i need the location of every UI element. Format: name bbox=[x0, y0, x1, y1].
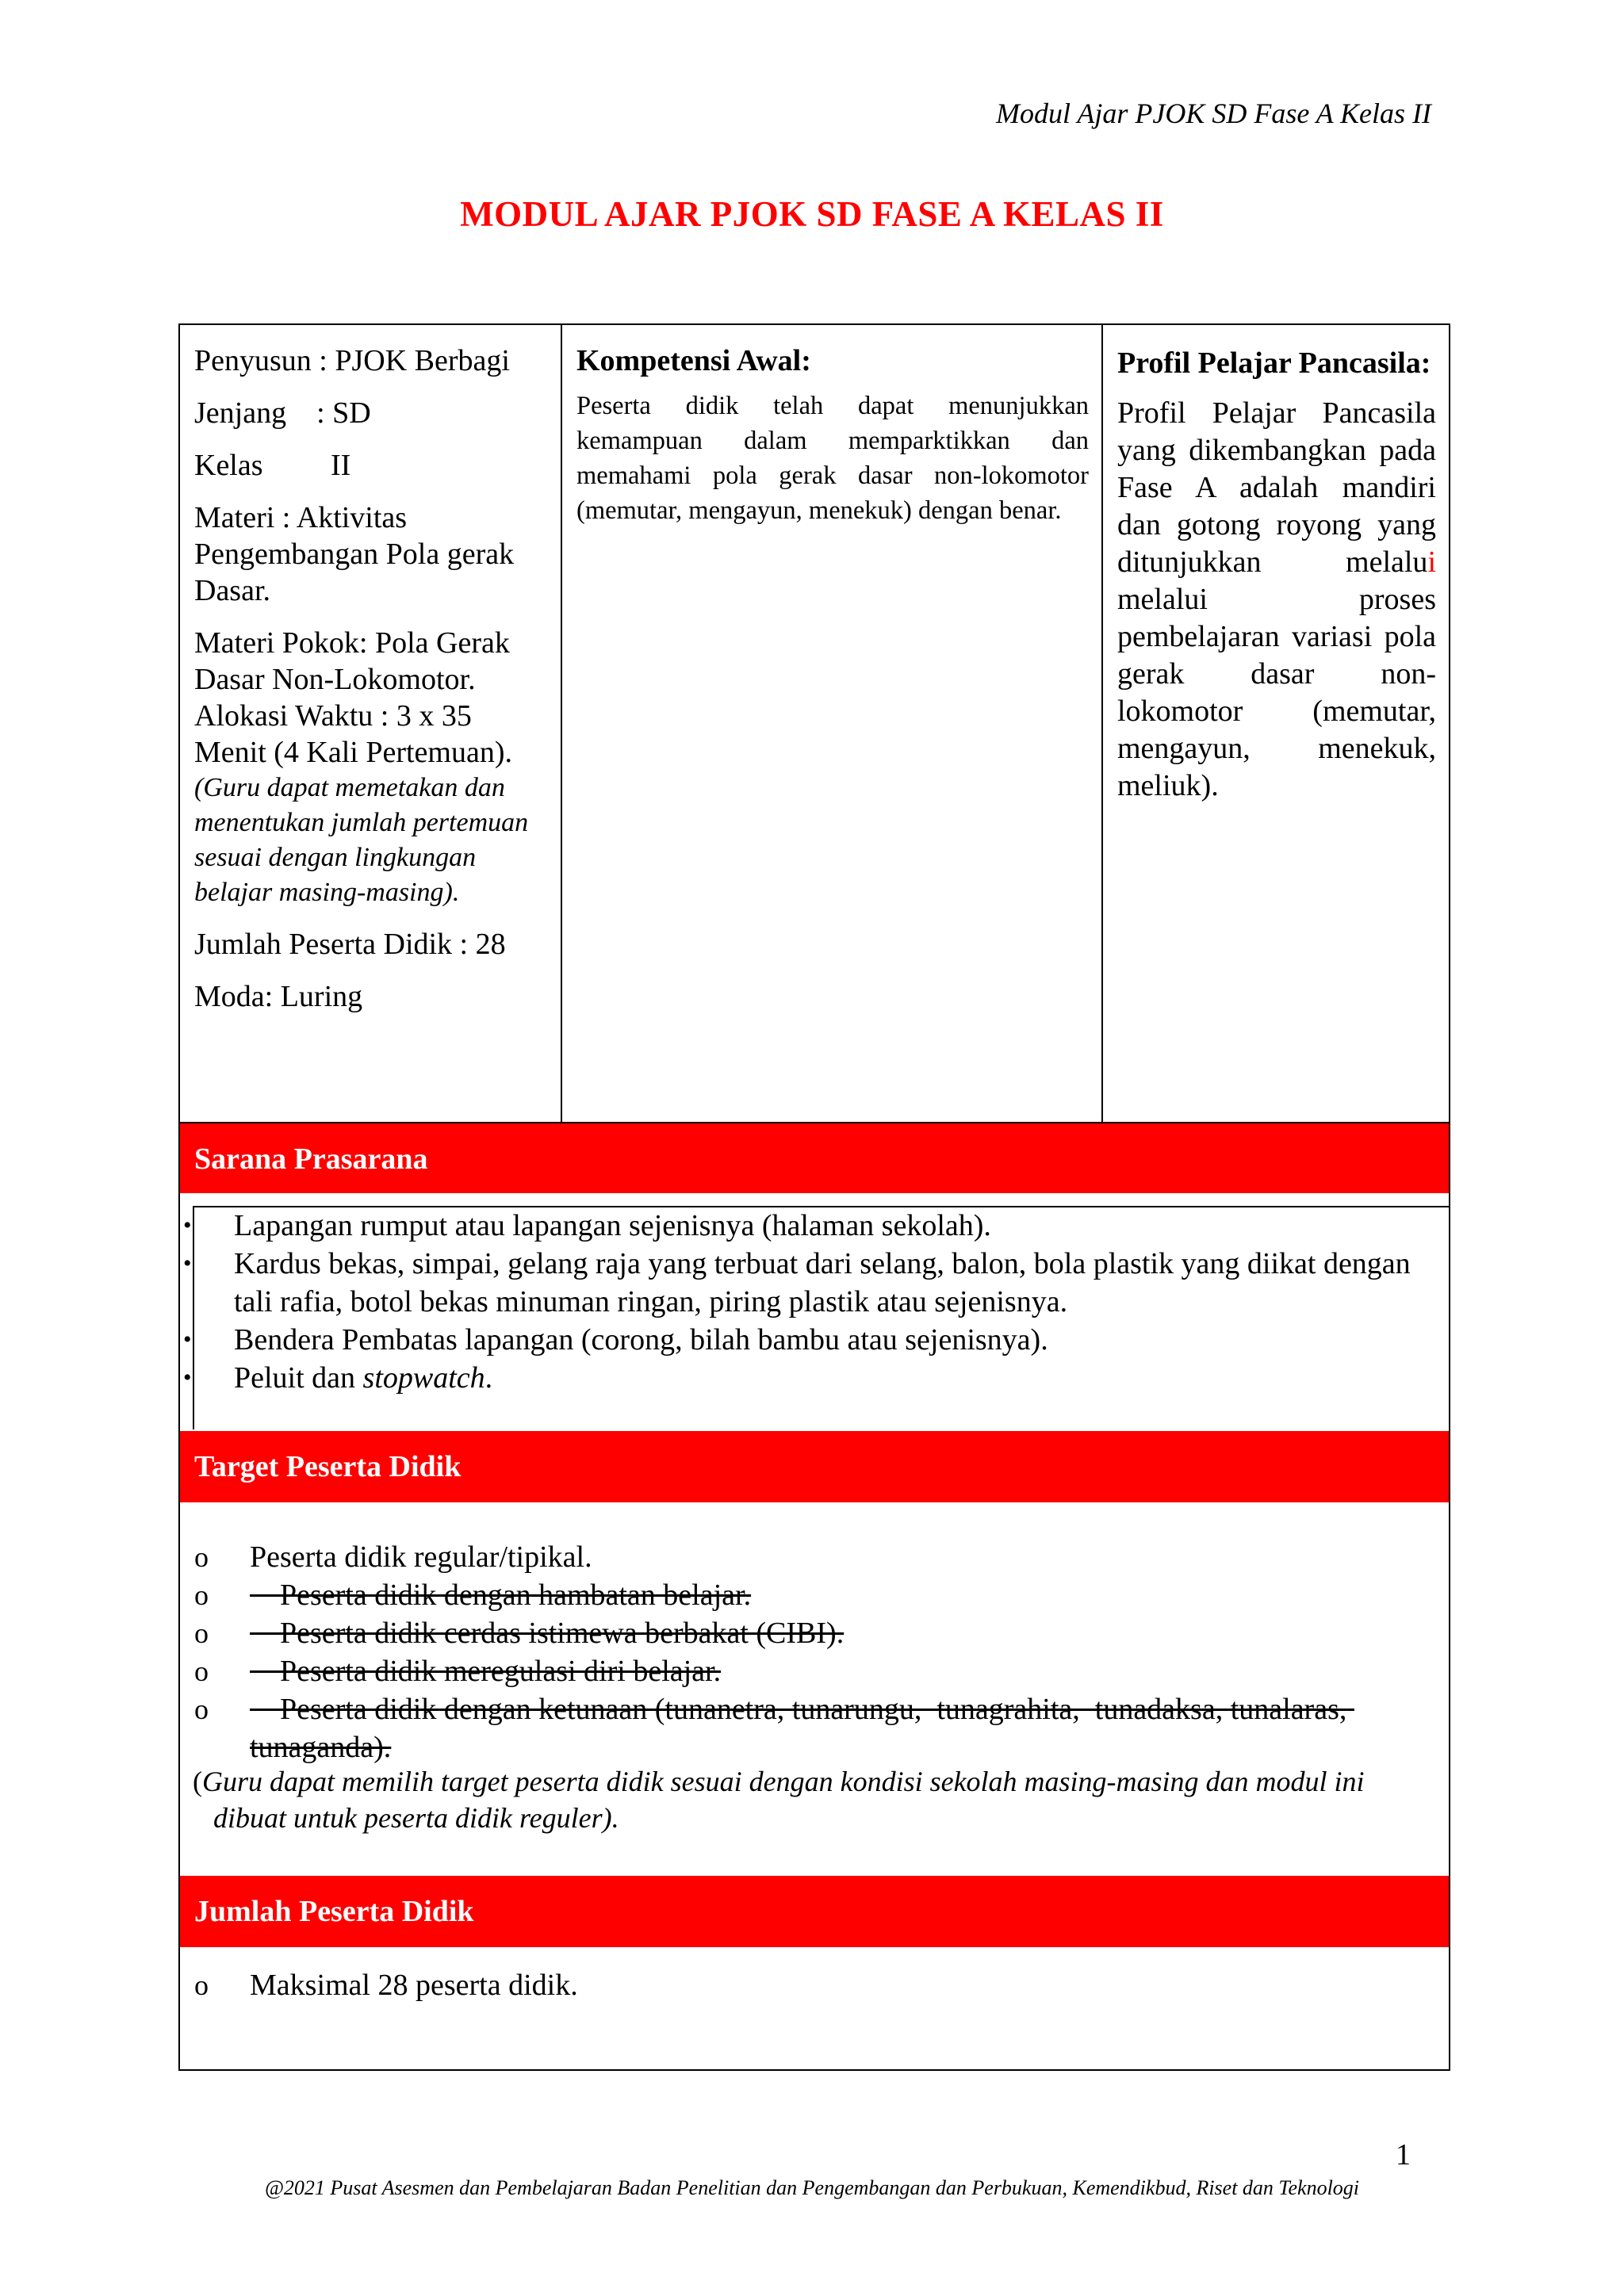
target-note: (Guru dapat memilih target peserta didik sesuai dengan kondisi sekolah masing-masing dan modul ini dibuat untuk peserta didik reguler). bbox=[193, 1766, 1365, 1834]
target-heading: Target Peserta Didik bbox=[180, 1431, 1449, 1502]
list-item: o Peserta didik cerdas istimewa berbakat (CIBI). bbox=[194, 1617, 845, 1650]
kompetensi-heading: Kompetensi Awal: bbox=[576, 344, 811, 377]
list-item: • Peluit dan stopwatch. bbox=[183, 1361, 493, 1395]
jenjang-field: Jenjang : SD bbox=[194, 396, 371, 430]
profil-heading: Profil Pelajar Pancasila: bbox=[1117, 346, 1431, 380]
profil-column bbox=[1103, 325, 1449, 1122]
penyusun-field: Penyusun : PJOK Berbagi bbox=[194, 344, 510, 377]
list-item: o Peserta didik regular/tipikal. bbox=[194, 1540, 592, 1574]
jumlah-list bbox=[178, 1966, 1447, 2004]
sarana-heading: Sarana Prasarana bbox=[180, 1122, 1449, 1193]
sarana-list bbox=[178, 1207, 1447, 1397]
jumlah-heading: Jumlah Peserta Didik bbox=[180, 1876, 1449, 1947]
alokasi-waktu-field: Alokasi Waktu : 3 x 35 Menit (4 Kali Pertemuan). bbox=[194, 699, 513, 769]
kompetensi-column bbox=[562, 325, 1103, 1122]
list-item: o Peserta didik dengan ketunaan (tunanetra, tunarungu, tunagrahita, tunadaksa, tunalaras, tunaganda). bbox=[194, 1693, 1354, 1764]
list-item: o Peserta didik meregulasi diri belajar. bbox=[194, 1655, 722, 1688]
alokasi-note: (Guru dapat memetakan dan menentukan jumlah pertemuan sesuai dengan lingkungan belajar masing-masing). bbox=[194, 773, 529, 907]
target-list bbox=[178, 1538, 1447, 1766]
profil-text: Profil Pelajar Pancasila yang dikembangkan pada Fase A adalah mandiri dan gotong royong yang ditunjukkan melalui melalui proses pembelajaran variasi pola gerak dasar non-lokomotor (memutar, mengayun, menekuk, meliuk). bbox=[1117, 396, 1436, 802]
list-item: • Lapangan rumput atau lapangan sejenisnya (halaman sekolah). bbox=[183, 1209, 991, 1242]
materi-pokok-field: Materi Pokok: Pola Gerak Dasar Non-Lokomotor. bbox=[194, 626, 510, 696]
list-item: • Bendera Pembatas lapangan (corong, bilah bambu atau sejenisnya). bbox=[183, 1323, 1048, 1357]
kelas-field: Kelas II bbox=[194, 449, 351, 482]
running-header: Modul Ajar PJOK SD Fase A Kelas II bbox=[996, 98, 1431, 129]
materi-field: Materi : Aktivitas Pengembangan Pola gerak Dasar. bbox=[194, 501, 515, 607]
jumlah-peserta-field: Jumlah Peserta Didik : 28 bbox=[194, 928, 506, 961]
document-title: MODUL AJAR PJOK SD FASE A KELAS II bbox=[460, 194, 1164, 234]
list-item: o Maksimal 28 peserta didik. bbox=[194, 1969, 578, 2002]
identity-grid bbox=[180, 325, 1449, 1122]
list-item: o Peserta didik dengan hambatan belajar. bbox=[194, 1578, 752, 1612]
footer-copyright: @2021 Pusat Asesmen dan Pembelajaran Badan Penelitian dan Pengembangan dan Perbukuan, Kemendikbud, Riset dan Teknologi bbox=[264, 2176, 1360, 2199]
identity-column bbox=[180, 325, 562, 1122]
moda-field: Moda: Luring bbox=[194, 980, 363, 1013]
kompetensi-text: Peserta didik telah dapat menunjukkan kemampuan dalam memparktikkan dan memahami pola gerak dasar non-lokomotor (memutar, mengayun, menekuk) dengan benar. bbox=[576, 392, 1089, 525]
list-item: • Kardus bekas, simpai, gelang raja yang terbuat dari selang, balon, bola plastik yang diikat dengan tali rafia, botol bekas minuman ringan, piring plastik atau sejenisnya. bbox=[183, 1247, 1411, 1318]
page-number: 1 bbox=[1396, 2138, 1411, 2172]
